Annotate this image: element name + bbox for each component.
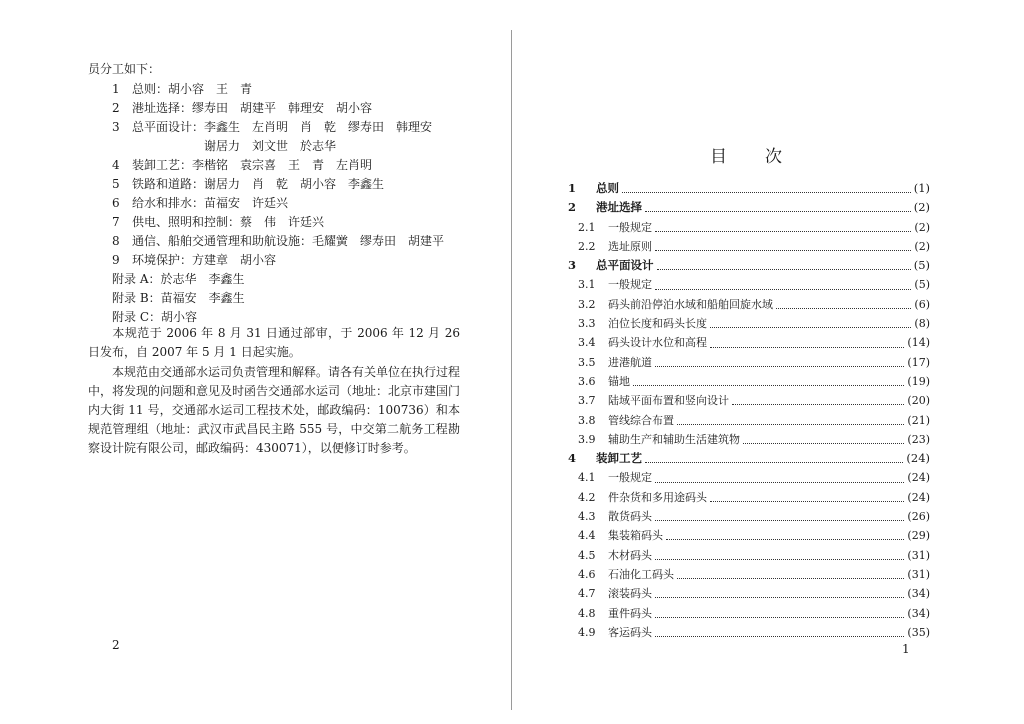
toc-entry-title: 木材码头 xyxy=(608,548,652,562)
toc-dot-leader xyxy=(655,231,911,232)
toc-entry-title: 集装箱码头 xyxy=(608,529,663,543)
toc-dot-leader xyxy=(743,443,904,444)
toc-entry-number: 2 xyxy=(568,200,577,215)
assignment-item xyxy=(112,99,472,118)
toc-dot-leader xyxy=(655,636,904,637)
toc-entry-title: 管线综合布置 xyxy=(608,413,674,427)
toc-entry-number: 4.6 xyxy=(578,567,596,581)
toc-entry-page: (19) xyxy=(907,374,930,388)
toc-entry-page: (1) xyxy=(913,181,930,195)
toc-entry-title: 件杂货和多用途码头 xyxy=(608,490,707,504)
toc-dot-leader xyxy=(645,462,903,463)
toc-dot-leader xyxy=(710,327,911,328)
toc-dot-leader xyxy=(655,289,911,290)
toc-entry-page: (6) xyxy=(914,297,930,311)
toc-dot-leader xyxy=(776,308,911,309)
toc-entry-page: (26) xyxy=(907,510,930,524)
toc-dot-leader xyxy=(710,347,904,348)
toc-dot-leader xyxy=(657,269,911,270)
toc-entry-number: 3.8 xyxy=(578,413,596,427)
appendix-c-line: 附录 C：胡小容 xyxy=(112,310,197,324)
toc-entry[interactable] xyxy=(568,585,930,604)
toc-entry-title: 一般规定 xyxy=(608,278,652,292)
toc-entry-number: 4.5 xyxy=(578,548,596,562)
toc-entry-number: 4.9 xyxy=(578,625,596,639)
contact-paragraph xyxy=(88,363,460,458)
toc-dot-leader xyxy=(710,501,904,502)
toc-entry-number: 2.2 xyxy=(578,239,596,253)
toc-entry-title: 总则 xyxy=(596,181,619,195)
toc-entry[interactable] xyxy=(568,276,930,295)
toc-entry[interactable] xyxy=(568,354,930,373)
toc-entry-page: (24) xyxy=(907,471,930,485)
toc-entry-title: 客运码头 xyxy=(608,625,652,639)
assignment-item xyxy=(112,251,472,270)
toc-entry-number: 4.2 xyxy=(578,490,596,504)
toc-entry-title: 港址选择 xyxy=(596,200,642,215)
toc-entry-page: (24) xyxy=(906,451,930,466)
toc-dot-leader xyxy=(666,539,904,540)
toc-entry[interactable] xyxy=(568,469,930,488)
assignment-item xyxy=(112,175,472,194)
toc-entry-page: (34) xyxy=(907,587,930,601)
assignment-list xyxy=(112,80,472,327)
assignment-item xyxy=(112,213,472,232)
assignment-text: 总则：胡小容 王 青 xyxy=(132,82,253,96)
toc-entry[interactable] xyxy=(568,334,930,353)
toc-entry-number: 4.7 xyxy=(578,587,596,601)
toc-entry-number: 4 xyxy=(568,451,577,466)
toc-entry-title: 一般规定 xyxy=(608,471,652,485)
assignment-number: 3 xyxy=(112,120,120,134)
toc-dot-leader xyxy=(645,211,911,212)
toc-entry-number: 4.1 xyxy=(578,471,596,485)
toc-entry-page: (21) xyxy=(907,413,930,427)
toc-dot-leader xyxy=(655,597,904,598)
toc-entry-number: 2.1 xyxy=(578,220,596,234)
toc-entry-page: (31) xyxy=(907,567,930,581)
assignment-item xyxy=(112,156,472,175)
toc-entry-title: 锚地 xyxy=(608,374,630,388)
assignment-number: 9 xyxy=(112,253,120,267)
toc-entry[interactable] xyxy=(568,508,930,527)
toc-entry-page: (31) xyxy=(907,548,930,562)
toc-dot-leader xyxy=(655,520,904,521)
intro-line: 员分工如下： xyxy=(88,62,161,76)
toc-entry[interactable] xyxy=(568,624,930,643)
toc-entry-title: 码头前沿停泊水域和船舶回旋水域 xyxy=(608,297,773,311)
toc-entry-page: (24) xyxy=(907,490,930,504)
toc-entry-title: 泊位长度和码头长度 xyxy=(608,317,707,331)
toc-entry[interactable] xyxy=(568,219,930,238)
left-page-number: 2 xyxy=(112,638,120,652)
assignment-item xyxy=(112,194,472,213)
assignment-text: 装卸工艺：李楷铭 袁宗喜 王 青 左肖明 xyxy=(132,158,373,172)
toc-entry-number: 1 xyxy=(568,181,577,195)
toc-entry-title: 滚装码头 xyxy=(608,587,652,601)
toc-entry-page: (5) xyxy=(913,258,930,273)
toc-entry-title: 散货码头 xyxy=(608,510,652,524)
contact-text: 本规范由交通部水运司负责管理和解释。请各有关单位在执行过程中，将发现的问题和意见及时函告交通部水运司（地址：北京市建国门内大街 11 号，交通部水运司工程技术处，邮政编码：100736）和本规范管理组（地址：武汉市武昌民主路 555 号，中交第二航务工程勘察设计院有限公司，邮政编码：430071），以便修订时参考。 xyxy=(88,365,461,455)
toc-entry[interactable] xyxy=(568,489,930,508)
approval-text: 本规范于 2006 年 8 月 31 日通过部审，于 2006 年 12 月 26 日发布，自 2007 年 5 月 1 日起实施。 xyxy=(88,326,460,359)
toc-entry[interactable] xyxy=(568,180,930,199)
toc-entry[interactable] xyxy=(568,412,930,431)
toc-entry-number: 3.3 xyxy=(578,317,596,331)
assignment-number: 6 xyxy=(112,196,120,210)
toc-dot-leader xyxy=(655,482,904,483)
assignment-item xyxy=(112,80,472,99)
toc-entry[interactable] xyxy=(568,296,930,315)
toc-entry-number: 4.8 xyxy=(578,606,596,620)
assignment-number: 7 xyxy=(112,215,120,229)
toc-entry-page: (2) xyxy=(913,200,930,215)
approval-paragraph xyxy=(88,324,460,362)
toc-entry-page: (5) xyxy=(914,278,930,292)
toc-entry-number: 3.6 xyxy=(578,374,596,388)
toc-entry[interactable] xyxy=(568,199,930,218)
toc-dot-leader xyxy=(622,192,911,193)
toc-entry-number: 3.5 xyxy=(578,355,596,369)
toc-entry-title: 装卸工艺 xyxy=(596,451,642,466)
toc-entry-page: (8) xyxy=(914,317,930,331)
toc-entry-title: 码头设计水位和高程 xyxy=(608,336,707,350)
toc-dot-leader xyxy=(677,424,904,425)
toc-entry-page: (34) xyxy=(907,606,930,620)
toc-entry-title: 重件码头 xyxy=(608,606,652,620)
toc-entry[interactable] xyxy=(568,373,930,392)
assignment-number: 5 xyxy=(112,177,120,191)
assignment-number: 8 xyxy=(112,234,120,248)
assignment-text: 通信、船舶交通管理和助航设施：毛耀黉 缪寿田 胡建平 xyxy=(132,234,445,248)
toc-dot-leader xyxy=(655,250,911,251)
toc-dot-leader xyxy=(677,578,904,579)
toc-dot-leader xyxy=(633,385,904,386)
toc-entry-number: 3.4 xyxy=(578,336,596,350)
assignment-text: 供电、照明和控制：蔡 伟 许廷兴 xyxy=(132,215,325,229)
toc-entry[interactable] xyxy=(568,431,930,450)
toc-entry-title: 石油化工码头 xyxy=(608,567,674,581)
appendix-a-line: 附录 A：於志华 李鑫生 xyxy=(112,272,245,286)
toc-entry-page: (17) xyxy=(907,355,930,369)
toc-entry-title: 陆域平面布置和竖向设计 xyxy=(608,394,729,408)
toc-entry-number: 3 xyxy=(568,258,577,273)
toc-entry-number: 3.9 xyxy=(578,432,596,446)
toc-entry-number: 3.1 xyxy=(578,278,596,292)
toc-title: 目次 xyxy=(710,147,820,167)
toc-entry-number: 3.7 xyxy=(578,394,596,408)
toc-entry[interactable] xyxy=(568,547,930,566)
toc-entry-title: 选址原则 xyxy=(608,239,652,253)
toc-entry[interactable] xyxy=(568,527,930,546)
assignment-text: 港址选择：缪寿田 胡建平 韩理安 胡小容 xyxy=(132,101,373,115)
assignment-number: 2 xyxy=(112,101,120,115)
assignment-text: 总平面设计：李鑫生 左肖明 肖 乾 缪寿田 韩理安 xyxy=(132,120,433,134)
toc-dot-leader xyxy=(655,559,904,560)
toc-entry-page: (14) xyxy=(907,336,930,350)
assignment-item xyxy=(112,118,472,137)
toc-entry-page: (23) xyxy=(907,432,930,446)
toc-entry-page: (35) xyxy=(907,625,930,639)
toc-entry-title: 辅助生产和辅助生活建筑物 xyxy=(608,432,740,446)
right-page-number: 1 xyxy=(902,642,910,656)
assignment-text: 环境保护：方建章 胡小容 xyxy=(132,253,277,267)
toc-entry-page: (29) xyxy=(907,529,930,543)
table-of-contents xyxy=(568,180,930,643)
assignment-number: 4 xyxy=(112,158,120,172)
toc-entry-number: 4.4 xyxy=(578,529,596,543)
toc-entry[interactable] xyxy=(568,315,930,334)
toc-entry[interactable] xyxy=(568,605,930,624)
toc-entry[interactable] xyxy=(568,257,930,276)
toc-entry-page: (2) xyxy=(914,239,930,253)
assignment-continuation: 谢居力 刘文世 於志华 xyxy=(204,139,337,153)
assignment-item xyxy=(112,232,472,251)
toc-entry-number: 4.3 xyxy=(578,510,596,524)
assignment-text: 给水和排水：苗福安 许廷兴 xyxy=(132,196,289,210)
toc-entry-title: 一般规定 xyxy=(608,220,652,234)
toc-entry-number: 3.2 xyxy=(578,297,596,311)
toc-entry-title: 总平面设计 xyxy=(596,258,654,273)
toc-entry-title: 进港航道 xyxy=(608,355,652,369)
toc-dot-leader xyxy=(655,366,904,367)
toc-dot-leader xyxy=(732,404,904,405)
toc-dot-leader xyxy=(655,617,904,618)
toc-entry-page: (20) xyxy=(907,394,930,408)
toc-entry[interactable] xyxy=(568,566,930,585)
assignment-text: 铁路和道路：谢居力 肖 乾 胡小容 李鑫生 xyxy=(132,177,385,191)
toc-entry[interactable] xyxy=(568,392,930,411)
toc-entry-page: (2) xyxy=(914,220,930,234)
assignment-number: 1 xyxy=(112,82,120,96)
appendix-b-line: 附录 B：苗福安 李鑫生 xyxy=(112,291,245,305)
toc-entry[interactable] xyxy=(568,238,930,257)
toc-entry[interactable] xyxy=(568,450,930,469)
